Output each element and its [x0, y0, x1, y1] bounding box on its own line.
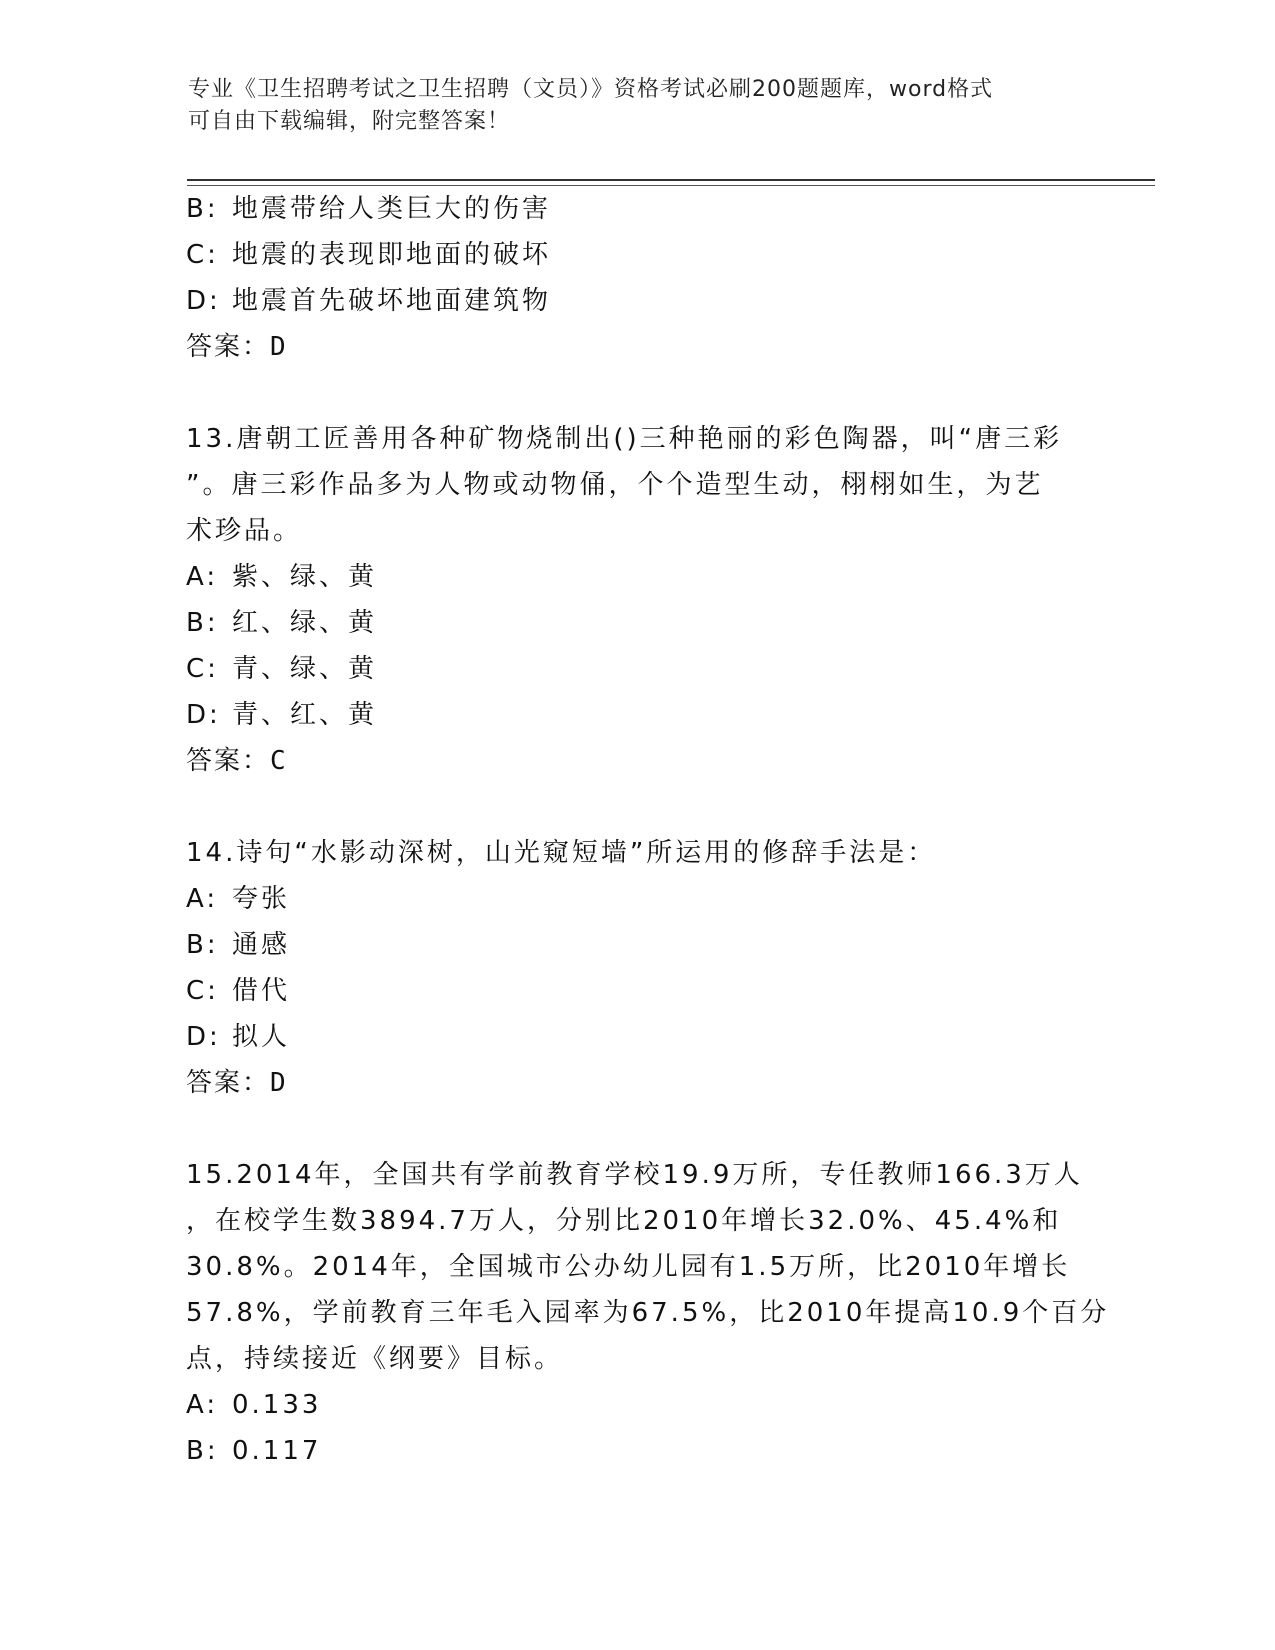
answer-value: D: [270, 332, 288, 362]
page-header: [188, 74, 1068, 138]
header-line-1: 专业《卫生招聘考试之卫生招聘（文员）》资格考试必刷200题题库，word格式: [188, 77, 994, 102]
answer-value: C: [270, 746, 288, 776]
question-text-line: 15.2014年，全国共有学前教育学校19.9万所，专任教师166.3万人: [186, 1160, 1083, 1190]
option-d: D: 地震首先破坏地面建筑物: [186, 286, 552, 316]
answer-value: D: [270, 1068, 288, 1098]
question-text-line: 30.8%。2014年，全国城市公办幼儿园有1.5万所，比2010年增长: [186, 1252, 1071, 1282]
spacer: [186, 1106, 1086, 1152]
answer-line: 答案：D: [186, 1068, 288, 1098]
question-14: [186, 830, 1086, 1106]
answer-line: 答案：D: [186, 332, 288, 362]
option-c: C: 青、绿、黄: [186, 654, 378, 684]
spacer: [186, 784, 1086, 830]
option-d: D: 拟人: [186, 1022, 291, 1052]
question-text-line: 13.唐朝工匠善用各种矿物烧制出()三种艳丽的彩色陶器，叫“唐三彩: [186, 424, 1063, 454]
answer-line: 答案：C: [186, 746, 288, 776]
option-b: B: 0.117: [186, 1436, 322, 1466]
question-12-tail: [186, 186, 1086, 370]
question-text-line: ”。唐三彩作品多为人物或动物俑，个个造型生动，栩栩如生，为艺: [186, 470, 1044, 500]
option-a: A: 紫、绿、黄: [186, 562, 378, 592]
option-a: A: 夸张: [186, 884, 291, 914]
question-text-line: ，在校学生数3894.7万人，分别比2010年增长32.0%、45.4%和: [186, 1206, 1062, 1236]
option-b: B: 红、绿、黄: [186, 608, 378, 638]
question-content: [186, 186, 1110, 1474]
option-c: C: 地震的表现即地面的破坏: [186, 240, 552, 270]
option-d: D: 青、红、黄: [186, 700, 378, 730]
question-text-line: 点，持续接近《纲要》目标。: [186, 1344, 564, 1374]
question-text-line: 57.8%，学前教育三年毛入园率为67.5%，比2010年提高10.9个百分: [186, 1298, 1110, 1328]
question-13: [186, 416, 1086, 784]
question-15: [186, 1152, 1110, 1474]
spacer: [186, 370, 1086, 416]
header-divider: [187, 179, 1155, 181]
option-a: A: 0.133: [186, 1390, 322, 1420]
option-b: B: 通感: [186, 930, 291, 960]
option-b: B: 地震带给人类巨大的伤害: [186, 194, 552, 224]
question-text-line: 14.诗句“水影动深树，山光窥短墙”所运用的修辞手法是：: [186, 838, 937, 868]
option-c: C: 借代: [186, 976, 291, 1006]
header-line-2: 可自由下载编辑，附完整答案！: [188, 109, 511, 134]
question-text-line: 术珍品。: [186, 516, 303, 546]
